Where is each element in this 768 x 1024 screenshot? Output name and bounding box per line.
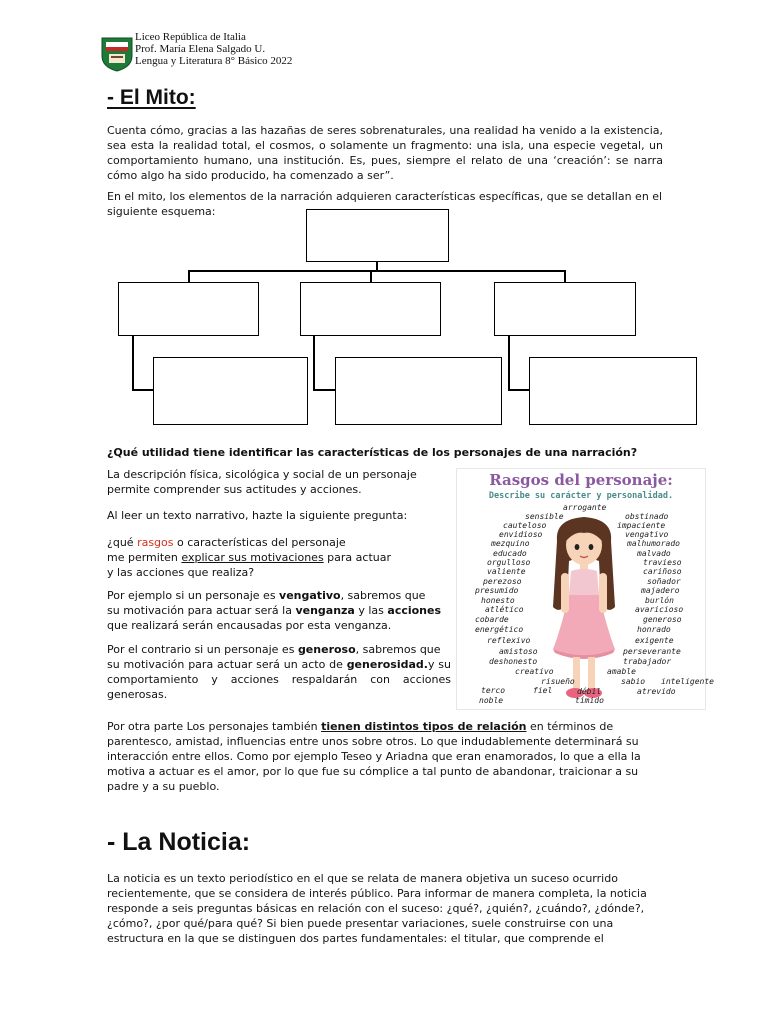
rasgo-word: vengativo	[625, 530, 669, 539]
rasgo-word: sabio	[621, 677, 646, 686]
text-span: Por el contrario si un personaje es	[107, 643, 298, 656]
text-line: permite comprender sus actitudes y acciones.	[107, 483, 362, 496]
text-span: ¿qué	[107, 536, 138, 549]
text-span: su motivación para actuar será un acto de	[107, 658, 347, 671]
rasgo-word: creativo	[515, 667, 554, 676]
text-span: o características del personaje	[173, 536, 346, 549]
rasgo-word: orgulloso	[487, 558, 531, 567]
course-name: Lengua y Literatura 8° Básico 2022	[135, 55, 293, 67]
diagram-mid-box-2	[300, 282, 441, 336]
rasgo-word: avaricioso	[635, 605, 684, 614]
bold-text: generosidad.	[346, 658, 428, 671]
rasgo-word: mezquino	[491, 539, 530, 548]
text-span: me permiten	[107, 551, 182, 564]
diagram-mid-box-1	[118, 282, 259, 336]
rasgo-word: burlón	[645, 596, 674, 605]
rasgo-word: cobarde	[475, 615, 509, 624]
guiding-question	[107, 535, 451, 580]
underlined-bold-text: tienen distintos tipos de relación	[321, 720, 527, 733]
rasgo-word: risueño	[541, 677, 575, 686]
rasgo-word: honrado	[637, 625, 671, 634]
rasgo-word: noble	[479, 696, 504, 705]
rasgo-word: reflexivo	[487, 636, 531, 645]
text-span: y su comportamiento y acciones respaldarán con acciones generosas.	[107, 658, 451, 701]
rasgos-highlight: rasgos	[137, 536, 174, 549]
rasgo-word: arrogante	[563, 503, 607, 512]
rasgo-word: envidioso	[499, 530, 543, 539]
section-title-mito: - El Mito:	[107, 86, 196, 109]
text-span: en términos de parentesco, amistad, influencias entre unos sobre otros. Lo que indudablemente determinará su interacción entre ellos. Como por ejemplo Teseo y Ariadna que eran enamorados, lo que a ella la motiva a actuar es el amor, por lo que fue su cómplice a tal punto de abandonar, traicionar a su padre y a su pueblo.	[107, 720, 641, 793]
diagram-mid-box-3	[494, 282, 636, 336]
rasgo-word: honesto	[481, 596, 515, 605]
rasgo-word: atlético	[485, 605, 524, 614]
mito-paragraph-1: Cuenta cómo, gracias a las hazañas de seres sobrenaturales, una realidad ha venido a la existencia, sea esta la realidad total, el cosmos, o solamente un fragmento: una isla, una especie vegetal, un comportamiento humano, una institución. Es, pues, siempre el relato de una ‘creación’: se narra cómo algo ha sido producido, ha comenzado a ser”.	[107, 124, 663, 182]
example-vengativo	[107, 588, 451, 633]
diagram-connector	[188, 270, 565, 272]
diagram-connector	[313, 389, 335, 391]
diagram-connector	[313, 335, 315, 390]
rasgos-title: Rasgos del personaje:	[489, 471, 673, 489]
description-text	[107, 467, 451, 497]
bold-text: venganza	[295, 604, 355, 617]
text-span: y las	[354, 604, 388, 617]
text-span: su motivación para actuar será la	[107, 604, 296, 617]
diagram-low-box-1	[153, 357, 308, 425]
rasgo-word: malhumorado	[627, 539, 680, 548]
rasgos-del-personaje-image	[456, 468, 714, 710]
school-header	[135, 31, 292, 67]
rasgo-word: fiel	[533, 686, 553, 695]
mito-paragraph-2: En el mito, los elementos de la narración adquieren características específicas, que se detallan en el siguiente esquema:	[107, 190, 663, 218]
bold-text: vengativo	[279, 589, 341, 602]
teacher-name: Prof. María Elena Salgado U.	[135, 43, 266, 55]
bold-text: acciones	[387, 604, 442, 617]
rasgo-word: deshonesto	[489, 657, 538, 666]
rasgo-word: perezoso	[483, 577, 522, 586]
school-name: Liceo República de Italia	[135, 31, 246, 43]
rasgo-word: presumido	[475, 586, 519, 595]
rasgo-word: cauteloso	[503, 521, 547, 530]
underlined-text: explicar sus motivaciones	[181, 551, 324, 564]
diagram-connector	[508, 389, 530, 391]
rasgo-word: impaciente	[617, 521, 666, 530]
rasgo-word: inteligente	[661, 677, 714, 686]
rasgo-word: malvado	[637, 549, 671, 558]
rasgo-word: travieso	[643, 558, 682, 567]
text-line: La descripción física, sicológica y social de un personaje	[107, 468, 417, 481]
text-span: , sabremos que	[340, 589, 426, 602]
rasgo-word: amistoso	[499, 647, 538, 656]
noticia-paragraph: La noticia es un texto periodístico en el que se relata de manera objetiva un suceso ocurrido recientemente, que se considera de interés público. Para informar de manera completa, la noticia responde a seis preguntas básicas en relación con el suceso: ¿qué?, ¿quién?, ¿cuándo?, ¿dónde?, ¿cómo?, ¿por qué/para qué? Si bien puede presentar variaciones, suele construirse con una estructura en la que se distinguen dos partes fundamentales: el titular, que comprende el	[107, 872, 647, 945]
rasgo-word: sensible	[525, 512, 564, 521]
diagram-connector	[508, 335, 510, 390]
text-span: Por otra parte Los personajes también	[107, 720, 322, 733]
rasgo-word: majadero	[641, 586, 680, 595]
relacion-paragraph	[107, 719, 663, 794]
rasgo-word: valiente	[487, 567, 526, 576]
text-span: , sabremos que	[355, 643, 441, 656]
rasgo-word: tímido	[575, 696, 604, 705]
rasgo-word: perseverante	[623, 647, 681, 656]
diagram-top-box	[306, 209, 449, 262]
rasgo-word: obstinado	[625, 512, 669, 521]
rasgos-subtitle: Describe su carácter y personalidad.	[488, 491, 674, 501]
bold-text: generoso	[297, 643, 356, 656]
rasgo-word: terco	[481, 686, 506, 695]
rasgo-word: atrevido	[637, 687, 676, 696]
text-span: para actuar	[323, 551, 392, 564]
question-heading: ¿Qué utilidad tiene identificar las características de los personajes de una narración?	[107, 446, 638, 459]
rasgo-word: trabajador	[623, 657, 672, 666]
text-span: Por ejemplo si un personaje es	[107, 589, 280, 602]
section-title-noticia: - La Noticia:	[107, 828, 251, 856]
rasgo-word: débil	[577, 687, 602, 696]
rasgo-word: soñador	[647, 577, 681, 586]
diagram-low-box-2	[335, 357, 502, 425]
example-generoso	[107, 642, 451, 702]
diagram-connector	[132, 389, 154, 391]
rasgo-word: educado	[493, 549, 527, 558]
text-line: y las acciones que realiza?	[107, 566, 255, 579]
prompt-text: Al leer un texto narrativo, hazte la siguiente pregunta:	[107, 509, 408, 522]
school-crest-icon	[100, 36, 134, 72]
rasgo-word: energético	[475, 625, 524, 634]
text-line: que realizará serán encausadas por esta venganza.	[107, 619, 392, 632]
rasgo-word: amable	[607, 667, 636, 676]
diagram-connector	[132, 335, 134, 390]
rasgo-word: generoso	[643, 615, 682, 624]
rasgo-word: cariñoso	[643, 567, 682, 576]
rasgo-word: exigente	[635, 636, 674, 645]
diagram-low-box-3	[529, 357, 697, 425]
